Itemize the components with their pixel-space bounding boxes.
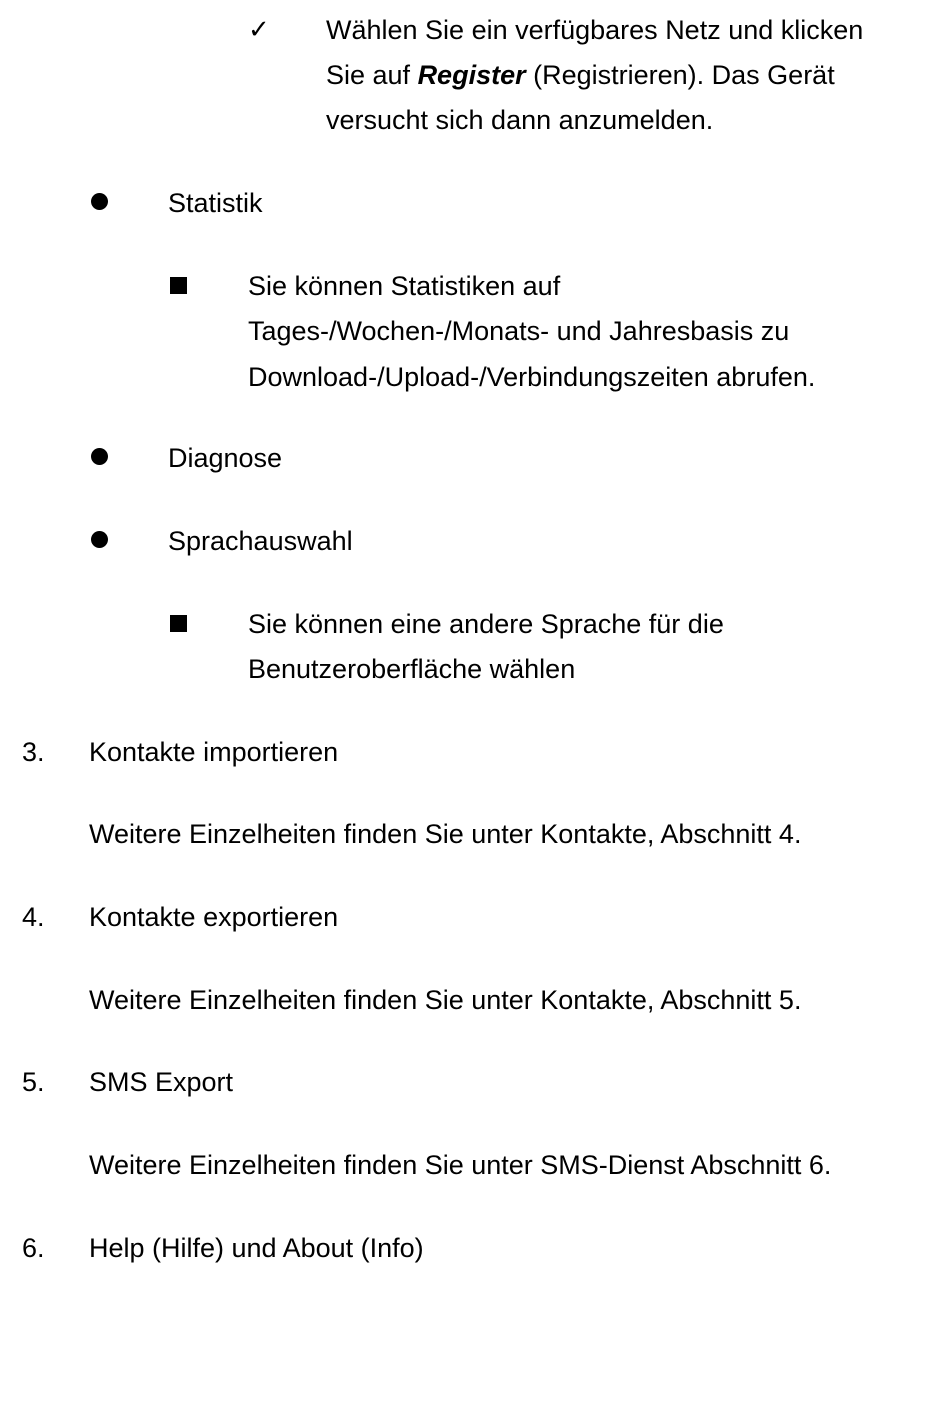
section-detail: Weitere Einzelheiten finden Sie unter SMS-Dienst Abschnitt 6. — [89, 1150, 832, 1180]
statistik-label: Statistik — [168, 188, 263, 218]
section-title: Help (Hilfe) und About (Info) — [89, 1233, 424, 1263]
section-title: Kontakte importieren — [89, 737, 339, 767]
sprachauswahl-sub-line-1: Sie können eine andere Sprache für die — [248, 609, 724, 639]
section-number: 4. — [22, 902, 45, 932]
bullet-icon — [91, 448, 108, 465]
section-title: SMS Export — [89, 1067, 234, 1097]
section-detail: Weitere Einzelheiten finden Sie unter Kontakte, Abschnitt 4. — [89, 819, 802, 849]
sprachauswahl-sub-line-2: Benutzeroberfläche wählen — [248, 654, 576, 684]
diagnose-label: Diagnose — [168, 443, 283, 473]
bullet-icon — [91, 193, 108, 210]
statistik-sub-line-3: Download-/Upload-/Verbindungszeiten abrufen. — [248, 362, 816, 392]
check-item-line-2-after: (Registrieren). Das Gerät — [525, 60, 835, 90]
square-bullet-icon — [170, 277, 187, 294]
section-number: 5. — [22, 1067, 45, 1097]
check-item-line-3: versucht sich dann anzumelden. — [326, 105, 714, 135]
section-number: 3. — [22, 737, 45, 767]
check-item-line-2 — [326, 53, 835, 98]
register-term: Register — [417, 60, 526, 90]
section-title: Kontakte exportieren — [89, 902, 339, 932]
check-item-line-2-before: Sie auf — [326, 60, 418, 90]
check-mark-icon: ✓ — [248, 15, 270, 45]
statistik-sub-line-2: Tages-/Wochen-/Monats- und Jahresbasis zu — [248, 316, 790, 346]
square-bullet-icon — [170, 615, 187, 632]
sprachauswahl-label: Sprachauswahl — [168, 526, 353, 556]
bullet-icon — [91, 531, 108, 548]
section-number: 6. — [22, 1233, 45, 1263]
check-item-line-1: Wählen Sie ein verfügbares Netz und klicken — [326, 15, 864, 45]
section-detail: Weitere Einzelheiten finden Sie unter Kontakte, Abschnitt 5. — [89, 985, 802, 1015]
statistik-sub-line-1: Sie können Statistiken auf — [248, 271, 561, 301]
